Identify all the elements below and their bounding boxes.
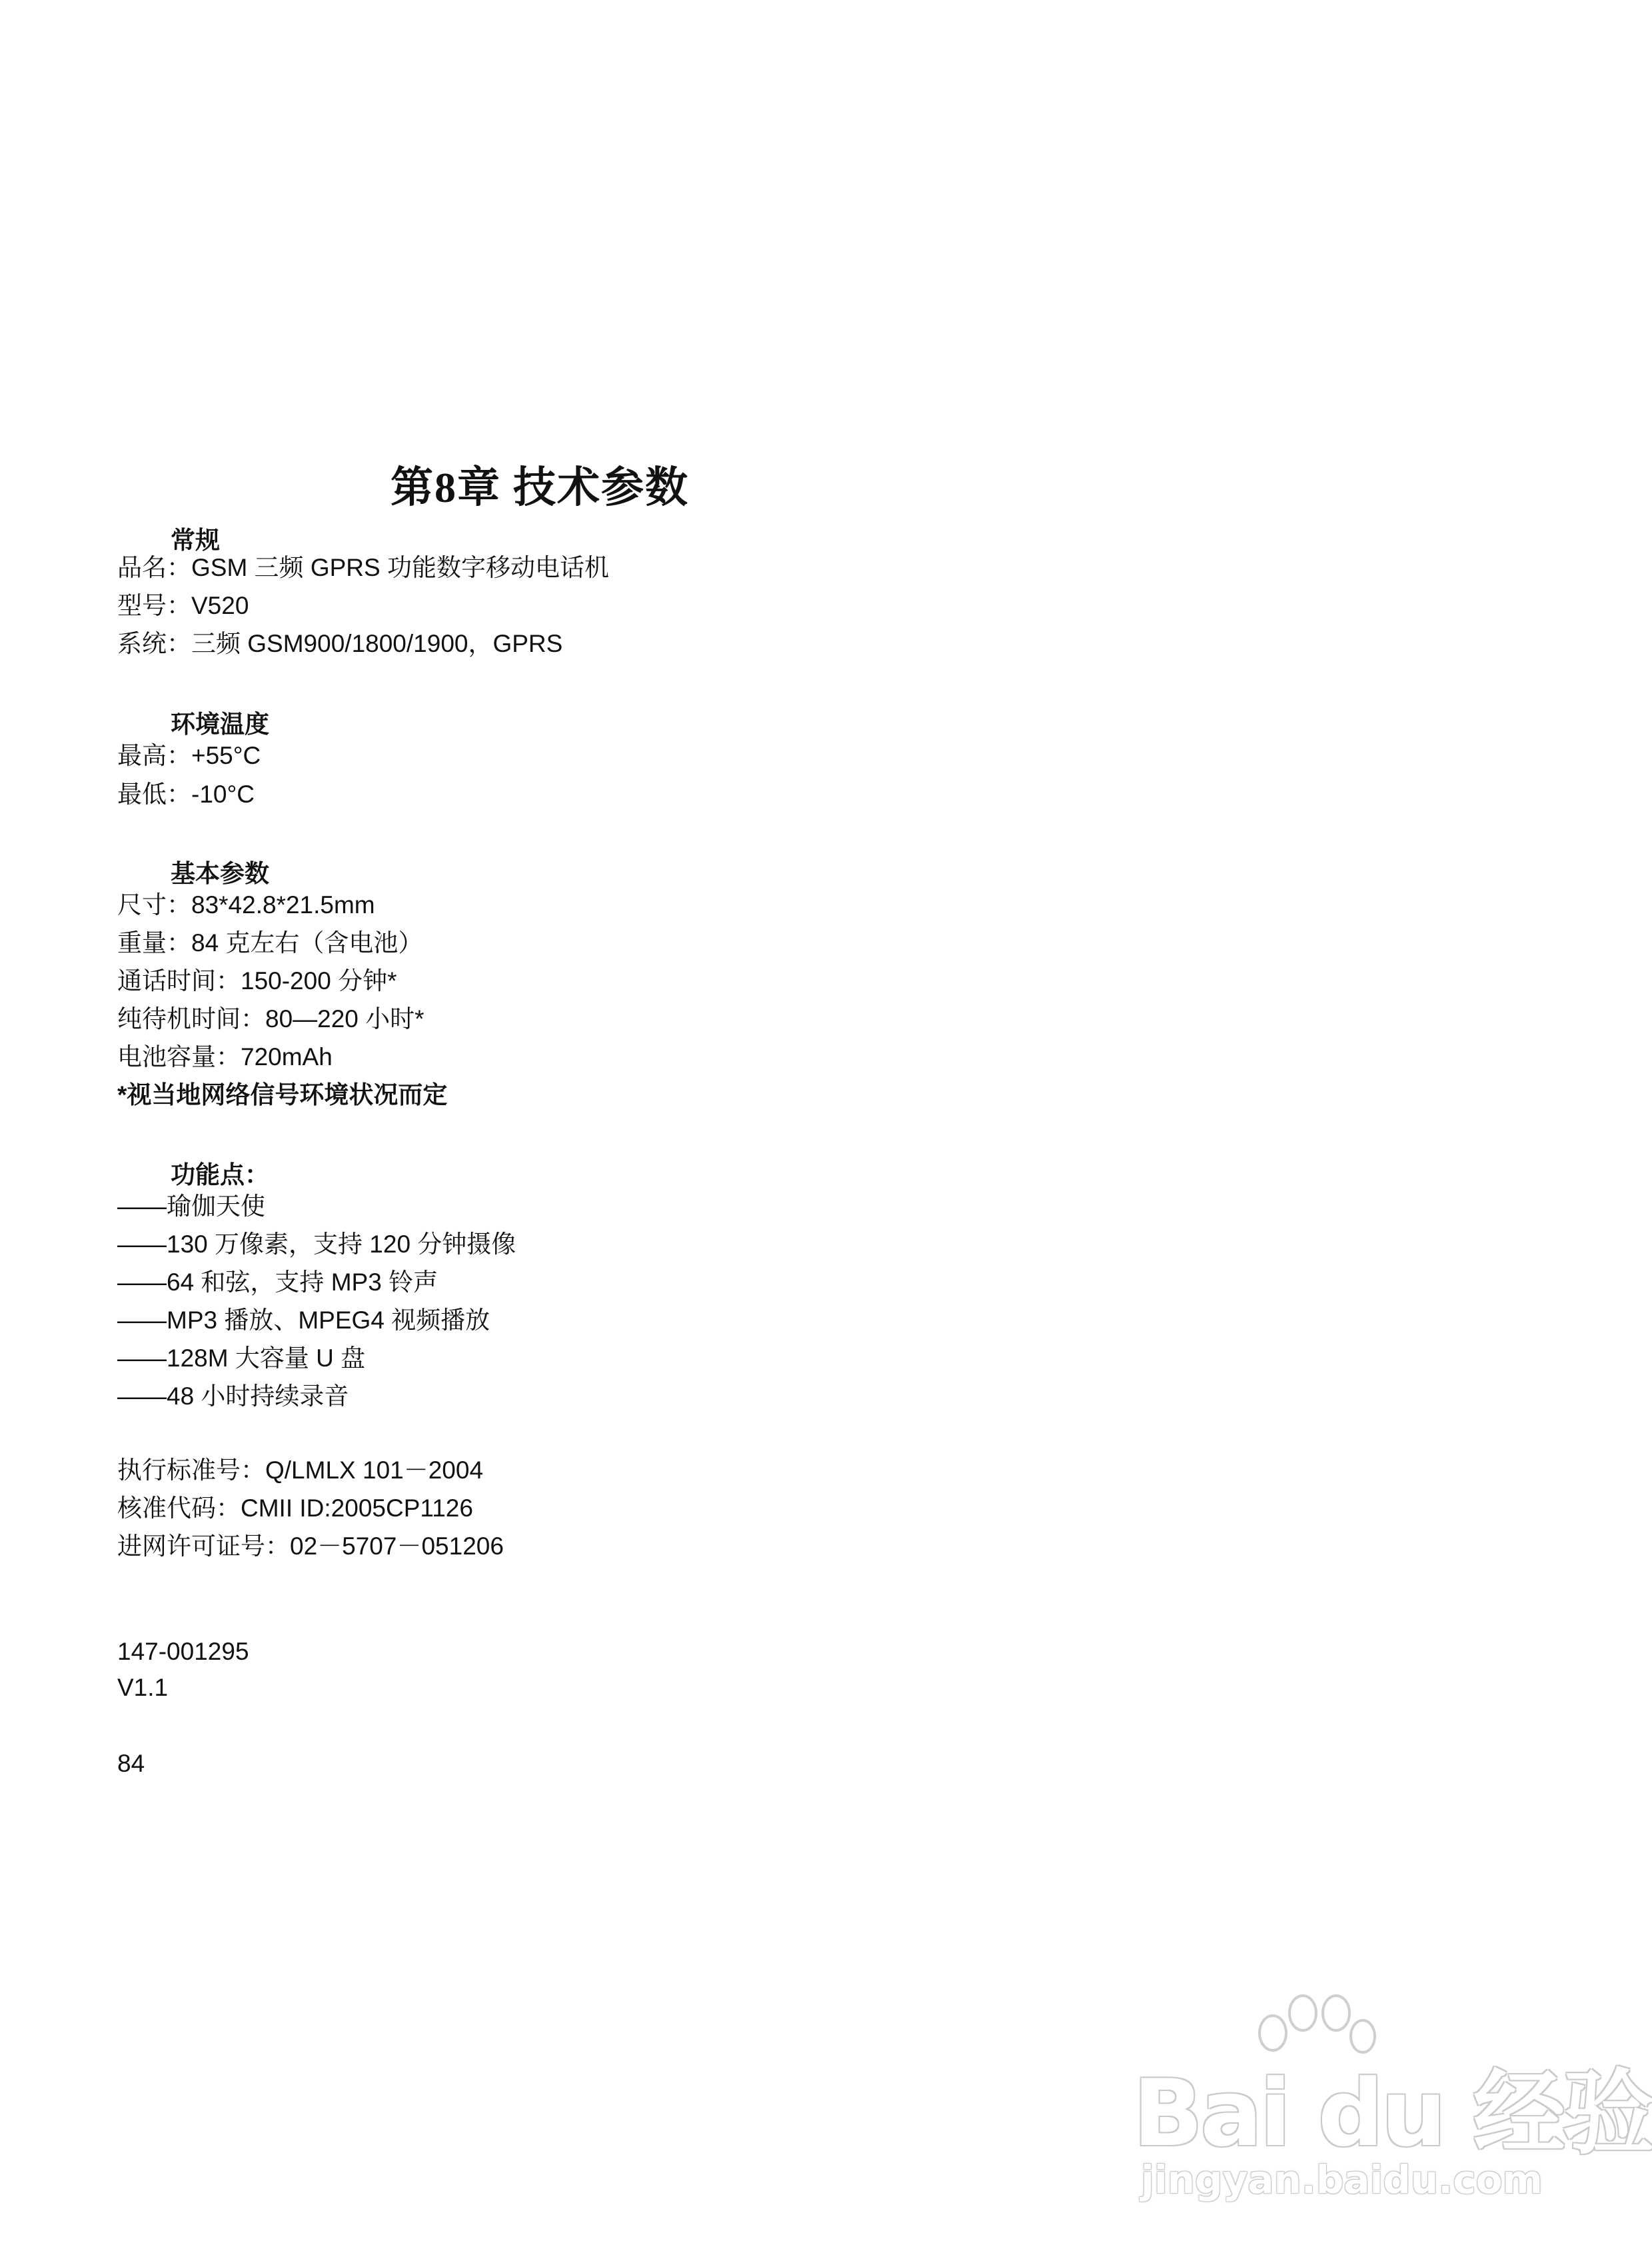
spec-line-min-temp: 最低：-10°C xyxy=(117,781,255,808)
part-number: 147-001295 xyxy=(117,1638,249,1665)
section-heading-general: 常规 xyxy=(171,527,220,554)
page-number: 84 xyxy=(117,1750,145,1777)
spec-line-system: 系统：三频 GSM900/1800/1900，GPRS xyxy=(117,630,563,657)
feature-item: ——MP3 播放、MPEG4 视频播放 xyxy=(117,1306,490,1334)
feature-item: ——128M 大容量 U 盘 xyxy=(117,1344,366,1372)
feature-item: ——130 万像素，支持 120 分钟摄像 xyxy=(117,1230,516,1258)
spec-line-dimensions: 尺寸：83*42.8*21.5mm xyxy=(117,891,375,919)
spec-line-max-temp: 最高：+55°C xyxy=(117,742,261,769)
feature-item: ——瑜伽天使 xyxy=(117,1192,265,1220)
baidu-jingyan-watermark: Bai du 经验 xyxy=(1133,2060,1652,2167)
section-heading-environment: 环境温度 xyxy=(171,711,269,738)
spec-line-model: 型号：V520 xyxy=(117,592,249,619)
section-heading-basic: 基本参数 xyxy=(171,860,269,887)
spec-line-standby-time: 纯待机时间：80—220 小时* xyxy=(117,1005,424,1033)
cert-line-standard: 执行标准号：Q/LMLX 101－2004 xyxy=(117,1456,484,1484)
spec-line-battery: 电池容量：720mAh xyxy=(117,1043,333,1071)
spec-footnote: *视当地网络信号环境状况而定 xyxy=(117,1081,448,1109)
version-label: V1.1 xyxy=(117,1674,169,1701)
spec-line-product-name: 品名：GSM 三频 GPRS 功能数字移动电话机 xyxy=(117,554,609,581)
cert-line-approval-code: 核准代码：CMII ID:2005CP1126 xyxy=(117,1494,473,1522)
chapter-title: 第8章 技术参数 xyxy=(391,464,689,511)
spec-line-weight: 重量：84 克左右（含电池） xyxy=(117,929,423,957)
watermark-url: jingyan.baidu.com xyxy=(1141,2157,1543,2202)
cert-line-network-license: 进网许可证号：02－5707－051206 xyxy=(117,1532,504,1560)
feature-item: ——64 和弦，支持 MP3 铃声 xyxy=(117,1268,438,1296)
feature-item: ——48 小时持续录音 xyxy=(117,1382,349,1410)
section-heading-features: 功能点： xyxy=(171,1161,269,1188)
spec-line-talk-time: 通话时间：150-200 分钟* xyxy=(117,967,397,995)
